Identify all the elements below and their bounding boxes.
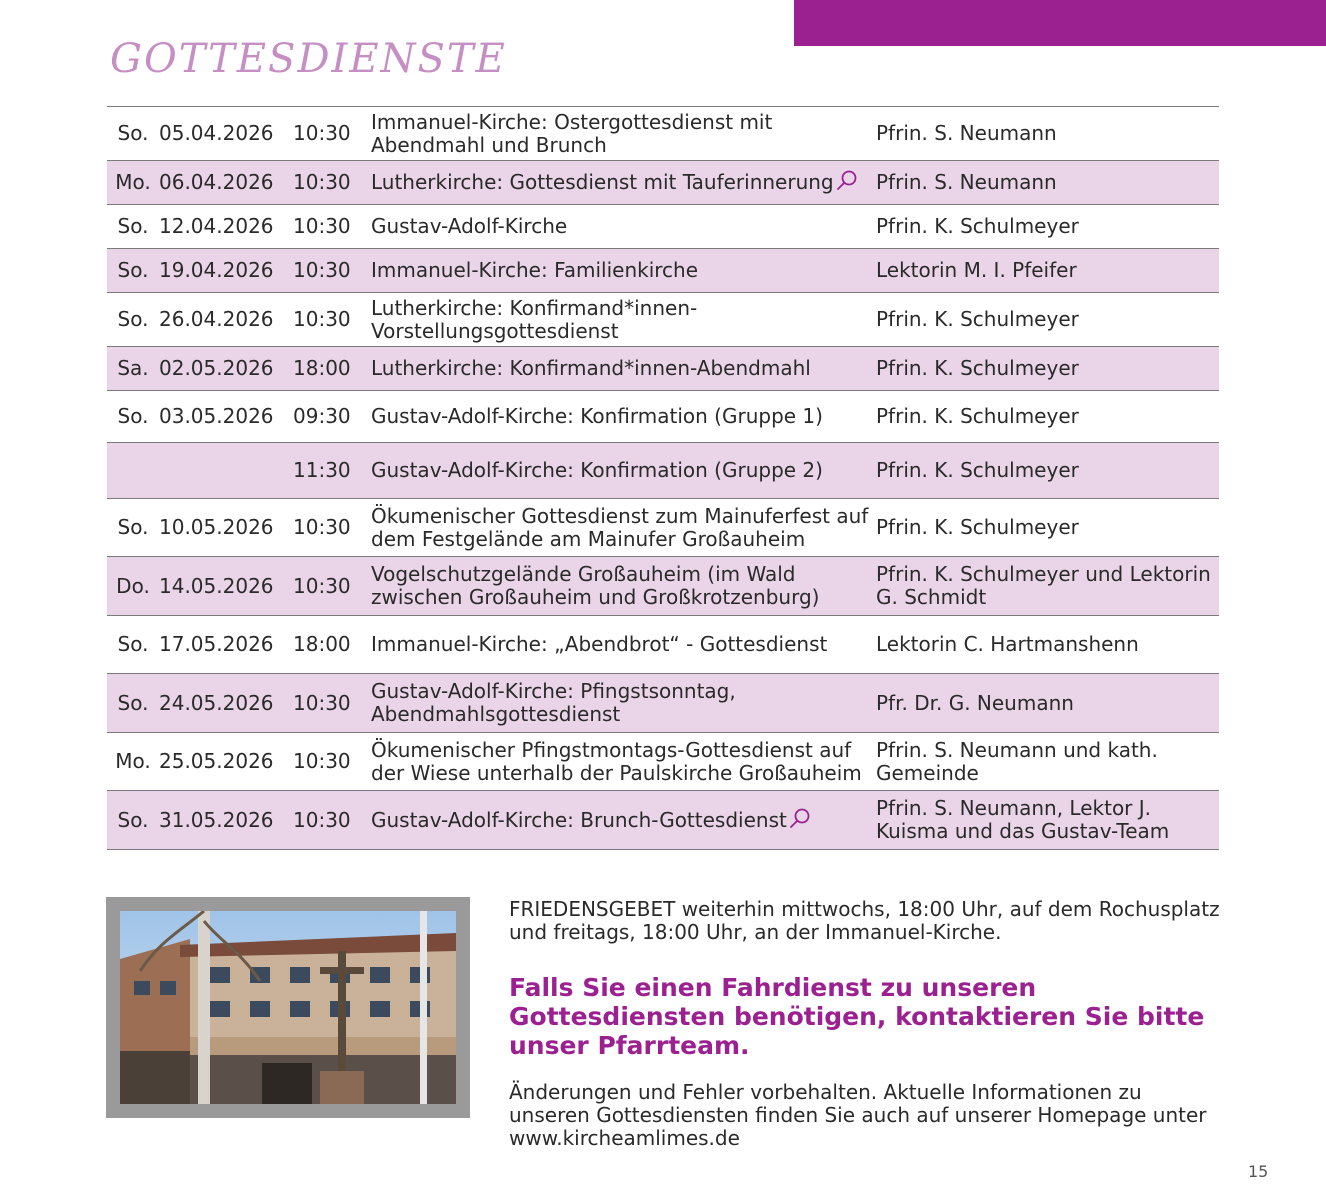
service-time: 10:30: [293, 121, 351, 145]
magnifier-icon: [789, 807, 811, 834]
service-date: 12.04.2026: [159, 214, 274, 238]
service-row: [107, 161, 1219, 205]
service-day-cell: [107, 791, 159, 850]
service-event-cell: [371, 249, 876, 293]
service-event-cell: [371, 557, 876, 616]
church-photo: [120, 911, 456, 1104]
service-event-cell: [371, 391, 876, 443]
service-event: Gustav-Adolf-Kirche: [371, 214, 568, 238]
service-date: 10.05.2026: [159, 515, 274, 539]
service-time-cell: [293, 347, 371, 391]
service-date: 31.05.2026: [159, 807, 274, 832]
service-row: [107, 791, 1219, 850]
service-person: Pfrin. K. Schulmeyer und Lektorin G. Schmidt: [876, 562, 1211, 609]
service-row: [107, 557, 1219, 616]
service-time: 18:00: [293, 356, 351, 380]
service-person: Pfrin. S. Neumann: [876, 170, 1057, 194]
service-event: Ökumenischer Pfingstmontags-Gottesdienst auf der Wiese unterhalb der Paulskirche Großauheim: [371, 737, 862, 785]
service-date-cell: [159, 391, 293, 443]
service-date-cell: [159, 733, 293, 791]
service-event: Gustav-Adolf-Kirche: Konfirmation (Gruppe 1): [371, 404, 823, 428]
service-time: 09:30: [293, 404, 351, 428]
service-person-cell: [876, 249, 1219, 293]
service-time: 10:30: [293, 170, 351, 194]
service-day-cell: [107, 249, 159, 293]
service-time: 11:30: [293, 458, 351, 482]
service-day: Sa.: [117, 356, 149, 380]
service-time-cell: [293, 249, 371, 293]
service-time-cell: [293, 293, 371, 347]
service-row: [107, 293, 1219, 347]
service-day-cell: [107, 293, 159, 347]
photo-frame: [106, 897, 470, 1118]
service-time-cell: [293, 443, 371, 499]
transport-service-text: Falls Sie einen Fahrdienst zu unseren Gottesdiensten benötigen, kontaktieren Sie bitte unser Pfarrteam.: [509, 973, 1205, 1060]
service-event: Lutherkirche: Gottesdienst mit Tauferinnerung: [371, 170, 834, 194]
service-person: Pfrin. K. Schulmeyer: [876, 356, 1079, 380]
service-day: So.: [117, 807, 149, 832]
service-day-cell: [107, 499, 159, 557]
service-date: 14.05.2026: [159, 573, 274, 598]
service-time-cell: [293, 499, 371, 557]
service-date-cell: [159, 161, 293, 205]
service-time-cell: [293, 791, 371, 850]
service-date: 06.04.2026: [159, 170, 274, 194]
service-person-cell: [876, 443, 1219, 499]
service-time: 10:30: [293, 690, 351, 715]
service-day-cell: [107, 161, 159, 205]
service-date: 19.04.2026: [159, 258, 274, 282]
services-table: [107, 106, 1219, 850]
service-person: Pfrin. K. Schulmeyer: [876, 307, 1079, 331]
service-time: 10:30: [293, 258, 351, 282]
service-day: So.: [117, 214, 149, 238]
service-person-cell: [876, 499, 1219, 557]
service-event: Gustav-Adolf-Kirche: Pfingstsonntag, Abendmahlsgottesdienst: [371, 679, 736, 726]
service-day-cell: [107, 443, 159, 499]
service-date-cell: [159, 293, 293, 347]
service-row: [107, 347, 1219, 391]
page-number: 15: [1248, 1162, 1269, 1181]
service-person-cell: [876, 557, 1219, 616]
service-event: Gustav-Adolf-Kirche: Brunch-Gottesdienst: [371, 807, 787, 832]
service-time-cell: [293, 205, 371, 249]
service-date-cell: [159, 616, 293, 674]
service-event: Immanuel-Kirche: Ostergottesdienst mit Abendmahl und Brunch: [371, 109, 773, 157]
service-person-cell: [876, 107, 1219, 161]
service-event-cell: [371, 499, 876, 557]
service-date: 25.05.2026: [159, 749, 274, 773]
service-time: 10:30: [293, 573, 351, 598]
service-event-cell: [371, 674, 876, 733]
service-day: So.: [117, 307, 149, 331]
service-event-cell: [371, 443, 876, 499]
service-day: Do.: [116, 573, 150, 598]
service-row: [107, 616, 1219, 674]
service-person: Pfrin. K. Schulmeyer: [876, 404, 1079, 428]
service-time-cell: [293, 107, 371, 161]
service-person: Lektorin C. Hartmanshenn: [876, 632, 1139, 656]
service-person: Lektorin M. I. Pfeifer: [876, 258, 1077, 282]
service-row: [107, 499, 1219, 557]
disclaimer-text: Änderungen und Fehler vorbehalten. Aktuelle Informationen zu unseren Gottesdiensten finden Sie auch auf unserer Homepage unter www.kircheamlimes.de: [509, 1080, 1207, 1150]
service-day: So.: [117, 258, 149, 282]
service-person-cell: [876, 161, 1219, 205]
service-row: [107, 674, 1219, 733]
service-date-cell: [159, 499, 293, 557]
service-event-cell: [371, 733, 876, 791]
service-date-cell: [159, 107, 293, 161]
service-day: So.: [117, 121, 149, 145]
service-day-cell: [107, 557, 159, 616]
service-date-cell: [159, 347, 293, 391]
service-day-cell: [107, 674, 159, 733]
service-event: Lutherkirche: Konfirmand*innen-Vorstellungsgottesdienst: [371, 295, 698, 343]
service-event-cell: [371, 347, 876, 391]
service-date: 05.04.2026: [159, 121, 274, 145]
services-table-body: [107, 107, 1219, 850]
service-date-cell: [159, 205, 293, 249]
service-person-cell: [876, 293, 1219, 347]
service-person-cell: [876, 733, 1219, 791]
service-event-cell: [371, 791, 876, 850]
service-event: Lutherkirche: Konfirmand*innen-Abendmahl: [371, 356, 811, 380]
service-day: So.: [117, 515, 149, 539]
service-person-cell: [876, 791, 1219, 850]
service-row: [107, 205, 1219, 249]
service-event: Ökumenischer Gottesdienst zum Mainuferfest auf dem Festgelände am Mainufer Großauheim: [371, 503, 869, 551]
service-event-cell: [371, 107, 876, 161]
service-time-cell: [293, 557, 371, 616]
service-day: So.: [117, 632, 149, 656]
service-person-cell: [876, 391, 1219, 443]
service-date-cell: [159, 674, 293, 733]
service-day-cell: [107, 205, 159, 249]
service-person: Pfrin. S. Neumann: [876, 121, 1057, 145]
service-date: 24.05.2026: [159, 690, 274, 715]
service-time-cell: [293, 391, 371, 443]
service-date-cell: [159, 791, 293, 850]
service-time-cell: [293, 733, 371, 791]
service-person: Pfrin. K. Schulmeyer: [876, 458, 1079, 482]
service-time-cell: [293, 616, 371, 674]
magnifier-icon: [836, 169, 858, 196]
top-accent-bar: [794, 0, 1326, 46]
service-day: So.: [117, 690, 149, 715]
service-day-cell: [107, 391, 159, 443]
service-date: 02.05.2026: [159, 356, 274, 380]
service-row: [107, 107, 1219, 161]
service-person-cell: [876, 347, 1219, 391]
service-time: 10:30: [293, 307, 351, 331]
service-time: 10:30: [293, 749, 351, 773]
service-row: [107, 249, 1219, 293]
service-row: [107, 391, 1219, 443]
service-date-cell: [159, 249, 293, 293]
service-person-cell: [876, 616, 1219, 674]
service-person: Pfrin. S. Neumann, Lektor J. Kuisma und das Gustav-Team: [876, 796, 1170, 843]
info-section: [509, 898, 1221, 1150]
service-event: Immanuel-Kirche: Familienkirche: [371, 258, 699, 282]
service-event-cell: [371, 616, 876, 674]
service-day: Mo.: [115, 749, 151, 773]
service-person: Pfrin. K. Schulmeyer: [876, 214, 1079, 238]
service-person: Pfr. Dr. G. Neumann: [876, 690, 1074, 715]
service-date: 17.05.2026: [159, 632, 274, 656]
service-day-cell: [107, 733, 159, 791]
service-time: 10:30: [293, 515, 351, 539]
service-event: Gustav-Adolf-Kirche: Konfirmation (Gruppe 2): [371, 458, 823, 482]
service-event-cell: [371, 293, 876, 347]
service-day: So.: [117, 404, 149, 428]
page-title: GOTTESDIENSTE: [110, 36, 507, 82]
service-time-cell: [293, 674, 371, 733]
service-time: 10:30: [293, 214, 351, 238]
service-person-cell: [876, 205, 1219, 249]
service-time: 18:00: [293, 632, 351, 656]
service-event-cell: [371, 205, 876, 249]
service-day-cell: [107, 616, 159, 674]
service-row: [107, 733, 1219, 791]
service-event: Immanuel-Kirche: „Abendbrot“ - Gottesdienst: [371, 632, 828, 656]
service-date-cell: [159, 443, 293, 499]
service-person-cell: [876, 674, 1219, 733]
service-event: Vogelschutzgelände Großauheim (im Wald zwischen Großauheim und Großkrotzenburg): [371, 562, 820, 609]
service-date: 03.05.2026: [159, 404, 274, 428]
peace-prayer-text: FRIEDENSGEBET weiterhin mittwochs, 18:00 Uhr, auf dem Rochusplatz und freitags, 18:00 Uhr, an der Immanuel-Kirche.: [509, 897, 1220, 944]
service-time-cell: [293, 161, 371, 205]
service-event-cell: [371, 161, 876, 205]
service-date-cell: [159, 557, 293, 616]
service-day-cell: [107, 347, 159, 391]
service-time: 10:30: [293, 807, 351, 832]
service-person: Pfrin. K. Schulmeyer: [876, 515, 1079, 539]
service-day-cell: [107, 107, 159, 161]
service-person: Pfrin. S. Neumann und kath. Gemeinde: [876, 737, 1158, 785]
service-day: Mo.: [115, 170, 151, 194]
service-date: 26.04.2026: [159, 307, 274, 331]
service-row: [107, 443, 1219, 499]
